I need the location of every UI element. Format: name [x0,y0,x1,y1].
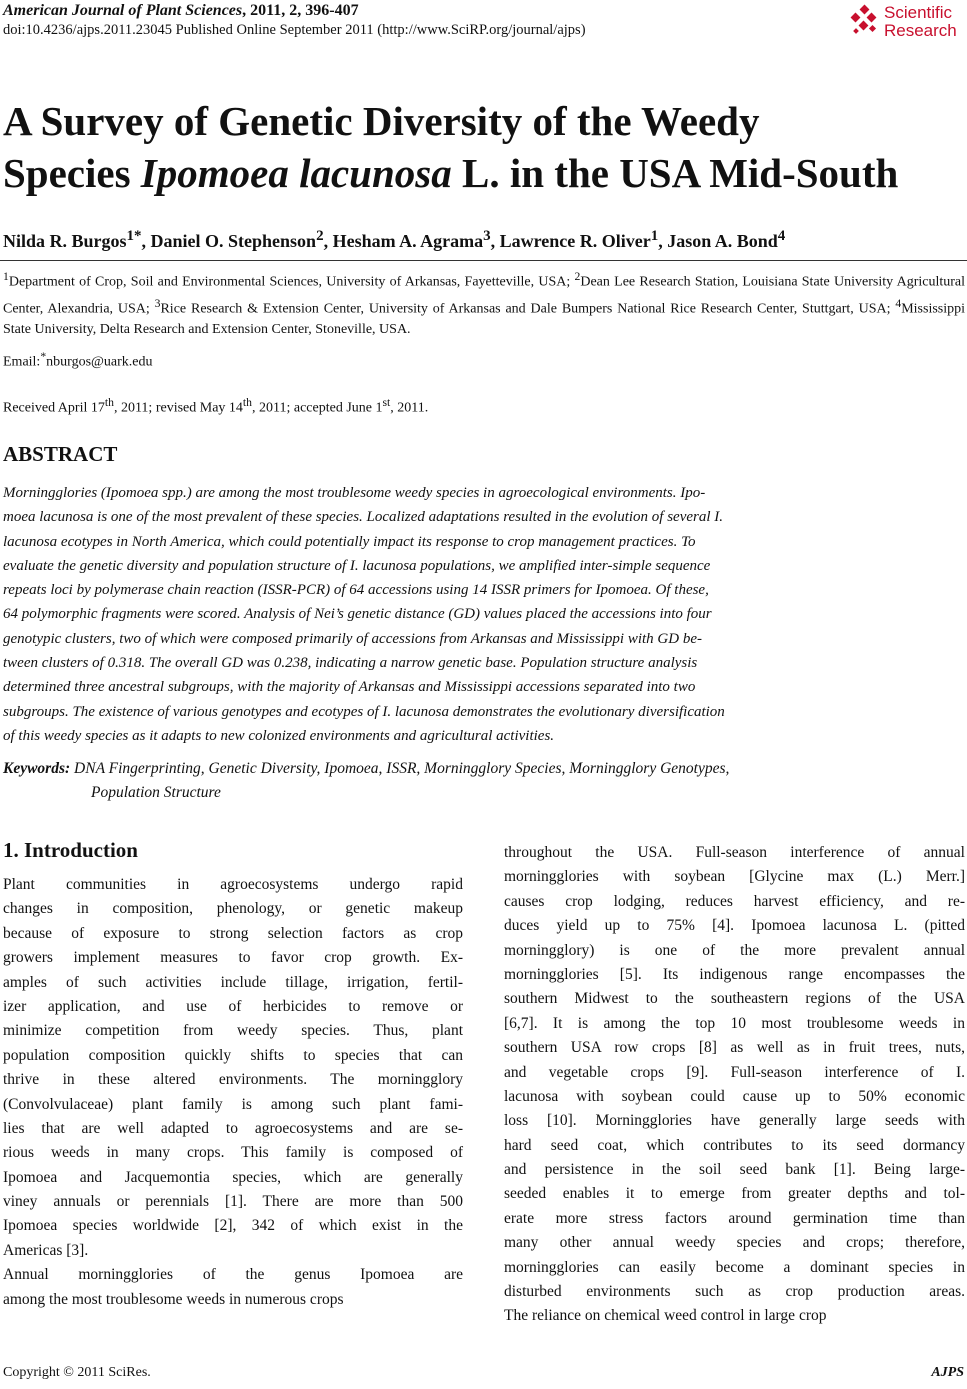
text-line: viney annuals or perennials [1]. There are more than 500 [3,1193,463,1211]
journal-volume: , 2011, 2, 396-407 [242,2,359,19]
journal-header [3,2,359,20]
text-line: and persistence in the soil seed bank [1]. Being large- [504,1161,965,1179]
aff-sup: 3 [154,296,161,310]
text-line: population composition quickly shifts to species that can [3,1046,463,1064]
aff-sup: 2 [574,270,581,283]
text-line: causes crop lodging, reduces harvest efficiency, and re- [504,892,965,910]
text-line: The reliance on chemical weed control in large crop [504,1307,827,1325]
copyright: Copyright © 2011 SciRes. [3,1365,151,1380]
text-line: Ipomoea and Jacquemontia species, which are generally [3,1168,463,1186]
text-line: morningglory) is one of the more prevalent annual [504,941,965,959]
affiliation: Dean Lee Research Station, Louisiana State University Agricultural Center, Alexandria, USA; [3,274,966,317]
keywords-line1: DNA Fingerprinting, Genetic Diversity, Ipomoea, ISSR, Morningglory Species, Morningglory Genotypes, [74,760,730,777]
text-line: lacunosa with soybean could cause up to 50% economic [504,1087,965,1105]
text-line: tween clusters of 0.318. The overall GD was 0.238, indicating a narrow genetic base. Population structure analysis [3,655,698,672]
text-line: and vegetable crops [9]. Full-season interference of I. [504,1063,965,1081]
author-sup: 3 [483,228,491,244]
email-sup: * [40,350,47,363]
affiliation: Mississippi State University, Delta Research and Extension Center, Stoneville, USA. [3,301,966,338]
author: Nilda R. Burgos [3,231,127,251]
author-sup: 4 [777,228,786,244]
text-line: of this weedy species as it adapts to new colonized environments and agricultural activities. [3,727,555,744]
author: , Lawrence R. Oliver [490,231,651,251]
doi-line: doi:10.4236/ajps.2011.23045 Published Online September 2011 (http://www.SciRP.org/journal/ajps) [3,22,586,38]
left-column [3,873,463,1312]
logo-line2: Research [884,21,957,40]
received-text: , 2011. [390,400,429,416]
keywords-label: Keywords: [3,760,71,777]
text-line: morningglories can easily become a dominant species in [504,1258,965,1276]
text-line: changes in composition, phenology, or genetic makeup [3,900,463,918]
aff-sup: 4 [895,296,902,310]
title-suffix: L. in the USA Mid-South [451,150,899,196]
author-sup: 1 [650,228,659,244]
divider [0,260,967,261]
text-line: erate more stress factors around germination time than [504,1209,965,1227]
affiliation: Rice Research & Extension Center, University of Arkansas and Dale Bumpers National Rice Research Center, Stuttgart, USA; [160,301,896,317]
text-line: subgroups. The existence of various genotypes and ecotypes of I. lacunosa demonstrates the evolutionary diversification [3,703,725,720]
title-species: Ipomoea lacunosa [140,150,452,196]
received-sup: th [104,396,114,409]
text-line: Morningglories (Ipomoea spp.) are among the most troublesome weedy species in agroecological environments. Ipo- [3,485,706,501]
text-line: duces yield up to 75% [4]. Ipomoea lacunosa L. (pitted [504,917,965,935]
journal-abbrev: AJPS [931,1365,964,1380]
author-sup: 1* [126,228,142,244]
text-line: lies that are well adapted to agroecosystems and are se- [3,1119,463,1137]
text-line: Plant communities in agroecosystems undergo rapid [3,876,463,893]
text-line: 64 polymorphic fragments were scored. Analysis of Nei’s genetic distance (GD) values placed the accessions into four [3,606,712,623]
text-line: disturbed environments such as crop production areas. [504,1283,965,1301]
right-column [504,841,965,1329]
journal-name: American Journal of Plant Sciences [3,2,243,19]
paper-title [3,95,967,199]
publisher-logo [846,4,961,44]
section-heading: 1. Introduction [3,838,138,862]
email-line [3,350,153,371]
affiliation: Department of Crop, Soil and Environmental Sciences, University of Arkansas, Fayetteville, USA; [8,274,575,290]
text-line: southern USA row crops [8] as well as in fruit trees, nuts, [504,1039,965,1057]
email-label: Email: [3,354,41,370]
title-line2 [3,147,967,199]
abstract-body [3,481,965,748]
text-line: minimize competition from weedy species. Thus, plant [3,1022,463,1040]
text-line: Annual morningglories of the genus Ipomoea are [3,1266,463,1284]
text-line: thrive in these altered environments. The morningglory [3,1071,463,1089]
author: , Hesham A. Agrama [323,231,484,251]
text-line: izer application, and use of herbicides to remove or [3,997,463,1015]
text-line: hard seed coat, which contributes to its seed dormancy [504,1136,965,1154]
text-line: determined three ancestral subgroups, with the majority of Arkansas and Mississippi accessions separated into two [3,679,696,696]
received-sup: th [242,396,252,409]
text-line: morningglories with soybean [Glycine max (L.) Merr.] [504,868,965,886]
text-line: many other annual weedy species and crops; therefore, [504,1234,965,1252]
keywords [3,760,729,778]
title-line1: A Survey of Genetic Diversity of the Weedy [3,98,760,144]
text-line: morningglories [5]. Its indigenous range encompasses the [504,965,965,983]
text-line: growers implement measures to favor crop growth. Ex- [3,949,463,967]
text-line: (Convolvulaceae) plant family is among such plant fami- [3,1095,463,1113]
aff-sup: 1 [3,270,9,283]
received-text: , 2011; revised May 14 [113,400,243,416]
keywords-line2: Population Structure [91,784,221,801]
text-line: southern Midwest to the southeastern regions of the USA [504,990,965,1008]
text-line: among the most troublesome weeds in numerous crops [3,1290,344,1308]
received-sup: st [382,396,391,409]
text-line: seeded enables it to emerge from greater depths and tol- [504,1185,965,1203]
text-line: evaluate the genetic diversity and population structure of I. lacunosa populations, we amplified inter-simple sequence [3,557,711,574]
author: , Daniel O. Stephenson [141,231,317,251]
received-dates [3,396,428,417]
author: , Jason A. Bond [658,231,778,251]
received-text: , 2011; accepted June 1 [252,400,383,416]
text-line: loss [10]. Morningglories have generally large seeds with [504,1112,965,1130]
text-line: Americas [3]. [3,1241,89,1259]
author-sup: 2 [316,228,324,244]
text-line: lacunosa ecotypes in North America, which could potentially impact its response to crop management practices. To [3,533,696,550]
text-line: amples of such activities include tillage, irrigation, fertil- [3,973,463,991]
affiliations [3,266,965,340]
text-line: because of exposure to strong selection factors as crop [3,924,463,942]
received-text: Received April 17 [3,400,105,416]
logo-line1: Scientific [884,3,953,22]
abstract-heading: ABSTRACT [3,442,118,466]
title-prefix: Species [3,150,141,196]
text-line: [6,7]. It is among the top 10 most troublesome weeds in [504,1014,965,1032]
logo-text [884,4,957,40]
email-address[interactable]: nburgos@uark.edu [46,354,153,370]
text-line: Ipomoea species worldwide [2], 342 of which exist in the [3,1217,463,1235]
author-list [3,228,785,252]
text-line: moea lacunosa is one of the most prevalent of these species. Localized adaptations resulted in the evolution of several I. [3,509,724,526]
text-line: genotypic clusters, two of which were composed primarily of accessions from Arkansas and Mississippi with GD be- [3,630,702,647]
logo-icon [846,4,882,40]
text-line: repeats loci by polymerase chain reaction (ISSR-PCR) of 64 accessions using 14 ISSR primers for Ipomoea. Of these, [3,582,709,599]
text-line: rious weeds in many crops. This family is composed of [3,1144,463,1162]
text-line: throughout the USA. Full-season interference of annual [504,844,965,861]
